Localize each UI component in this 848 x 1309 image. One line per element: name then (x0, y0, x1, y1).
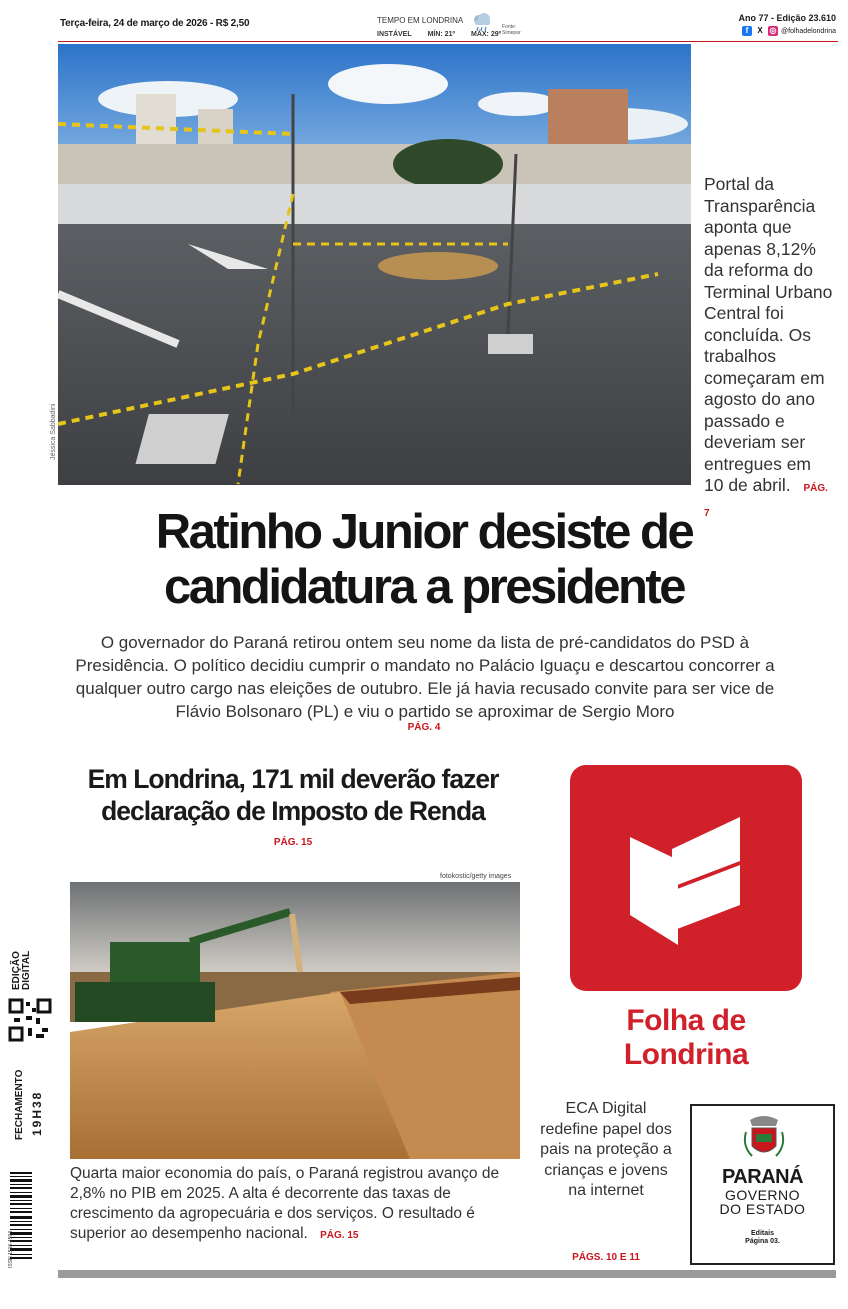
digital-edition-line1: EDIÇÃO (11, 951, 22, 990)
photo-credit: fotokostic/getty images (440, 873, 512, 880)
lead-page-reference[interactable]: PÁG. 4 (407, 722, 441, 733)
ad-note-line2: Página 03. (745, 1238, 780, 1245)
ad-note-line1: Editais (751, 1230, 774, 1237)
eca-teaser: ECA Digital redefine papel dos pais na proteção a crianças e jovens na internet (540, 1100, 672, 1199)
facebook-icon[interactable]: f (742, 26, 752, 36)
x-icon[interactable]: X (755, 26, 765, 36)
ad-government-line1: GOVERNO (724, 1187, 801, 1203)
coat-of-arms-icon (742, 1112, 786, 1164)
harvest-photo (70, 882, 520, 1159)
social-handle: @folhadelondrina (781, 27, 836, 35)
qr-code-icon[interactable] (8, 998, 52, 1042)
pib-teaser-text: Quarta maior economia do país, o Paraná registrou avanço de 2,8% no PIB em 2025. A alta é decorrente das taxas de crescimento da agropecuária e dos serviços. O resultado é superior ao desempenho nacional. (70, 1165, 500, 1242)
cloud-rain-icon (471, 12, 493, 32)
folha-wordmark-line2: Londrina (623, 1038, 749, 1071)
photo-credit: Jéssica Sabbadini (50, 403, 57, 460)
weather-readings (377, 31, 515, 38)
weather-condition: INSTÁVEL (377, 31, 412, 38)
eca-page-reference[interactable]: PÁGS. 10 E 11 (572, 1252, 640, 1263)
lead-headline-line1: Ratinho Junior desiste de (155, 505, 693, 559)
tax-headline[interactable]: Em Londrina, 171 mil deverão fazer declaração de Imposto de Renda (87, 764, 499, 826)
page-reference[interactable]: PÁG. 7 (704, 483, 828, 519)
issn-number: ISSN 1516-4594 (8, 1231, 14, 1268)
footer-rule (58, 1270, 836, 1278)
edition-number: Ano 77 - Edição 23.610 (738, 13, 836, 23)
terminal-teaser (704, 174, 834, 524)
social-links (742, 26, 836, 36)
digital-edition-line2: DIGITAL (21, 950, 32, 990)
digital-edition-label (12, 951, 32, 990)
closing-time: 19H38 (30, 1090, 44, 1136)
lead-deck: O governador do Paraná retirou ontem seu nome da lista de pré-candidatos do PSD à Presidência. O político decidiu cumprir o mandato no Palácio Iguaçu e descartou concorrer a qualquer outro cargo nas eleições de outubro. Ele já havia recusado convite para ser vice de Flávio Bolsonaro (PL) e viu o partido se aproximar de Sergio Moro (75, 633, 775, 721)
folha-logo (570, 765, 802, 991)
closing-label: FECHAMENTO (14, 1069, 25, 1140)
ad-state: PARANÁ (721, 1166, 804, 1188)
ad-note (692, 1230, 833, 1246)
tax-page-reference[interactable]: PÁG. 15 (273, 837, 313, 848)
edition-date-price: Terça-feira, 24 de março de 2026 - R$ 2,50 (60, 18, 250, 29)
terminal-teaser-text: Portal da Transparência aponta que apenas 8,12% da reforma do Terminal Urbano Central foi concluída. Os trabalhos começaram em agosto do ano passado e deveriam ser entregues em 10 de abril. (704, 174, 833, 495)
weather-max: MÁX: 29º (470, 31, 502, 38)
lead-headline-line2: candidatura a presidente (163, 560, 684, 614)
ad-government-line2: DO ESTADO (719, 1201, 806, 1217)
lead-headline[interactable] (0, 505, 848, 615)
weather-source: Fonte: Simepar (502, 24, 521, 36)
folha-wordmark-line1: Folha de (626, 1004, 746, 1037)
folha-logo-mark (570, 765, 802, 991)
ad-government (692, 1188, 833, 1216)
terminal-construction-photo (58, 44, 691, 485)
pib-teaser (70, 1164, 520, 1246)
government-ad[interactable] (690, 1104, 835, 1265)
weather-title: TEMPO EM LONDRINA (377, 16, 464, 25)
weather-min: MÍN: 21º (427, 31, 456, 38)
masthead-rule (58, 41, 838, 42)
folha-wordmark (570, 1004, 802, 1072)
instagram-icon[interactable]: ◎ (769, 26, 777, 35)
pib-page-reference[interactable]: PÁG. 15 (320, 1230, 359, 1241)
